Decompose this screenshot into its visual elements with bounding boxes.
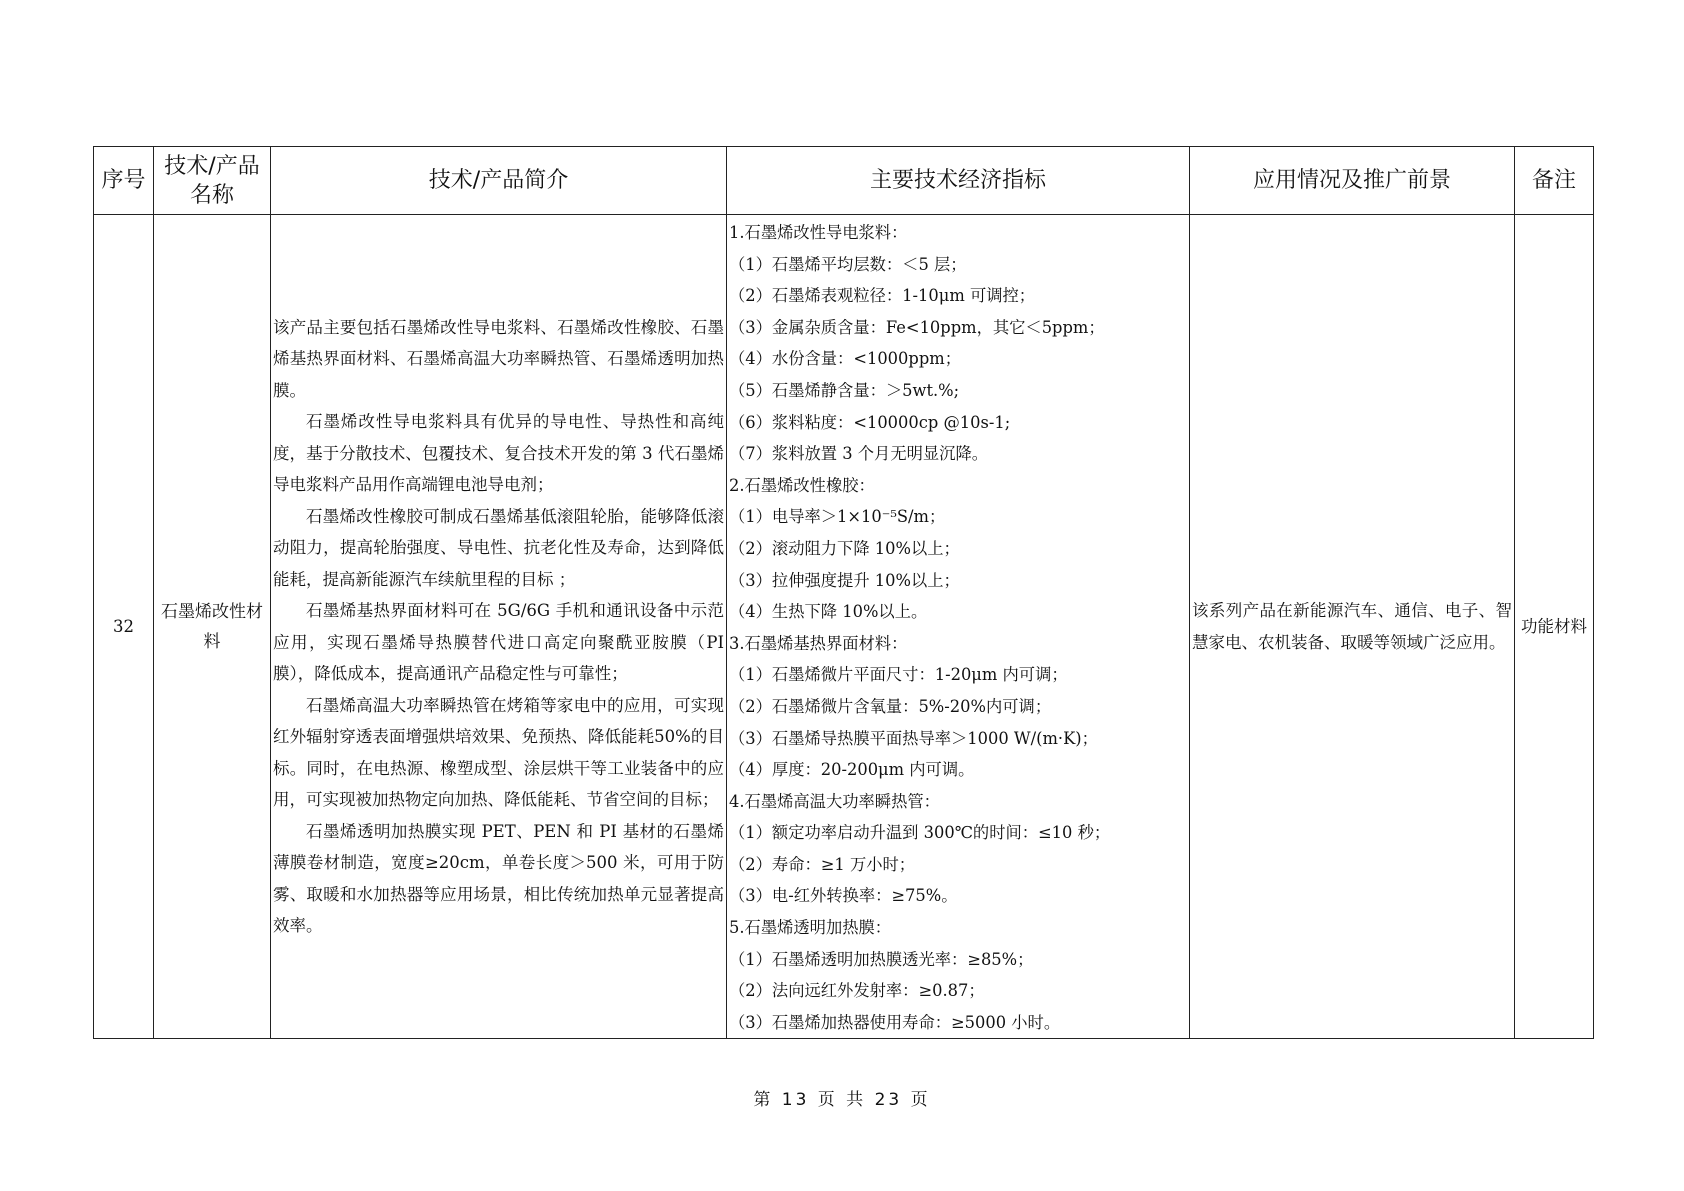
metric-line: （5）石墨烯静含量：＞5wt.%; [729,380,960,400]
metric-line: （3）金属杂质含量：Fe<10ppm，其它＜5ppm； [729,317,1105,337]
intro-paragraph: 该产品主要包括石墨烯改性导电浆料、石墨烯改性橡胶、石墨烯基热界面材料、石墨烯高温大功率瞬热管、石墨烯透明加热膜。 [273,317,724,400]
row-metrics [727,215,1189,1038]
metric-line: （4）生热下降 10%以上。 [729,602,928,622]
header-application: 应用情况及推广前景 [1190,147,1515,215]
row-application-cell [1190,215,1515,1039]
row-name-cell [154,215,271,1039]
metric-line: （1）石墨烯微片平面尺寸：1-20μm 内可调； [729,665,1068,685]
table-row [94,215,1594,1039]
metric-line: （2）石墨烯表观粒径：1-10μm 可调控； [729,286,1036,306]
metric-line: （2）滚动阻力下降 10%以上； [729,538,960,558]
header-metrics: 主要技术经济指标 [727,147,1190,215]
header-intro: 技术/产品简介 [271,147,727,215]
header-name-line2: 名称 [189,182,234,208]
metric-line: （1）额定功率启动升温到 300℃的时间：≤10 秒； [729,823,1111,843]
metric-line: （2）石墨烯微片含氧量：5%-20%内可调； [729,696,1052,716]
header-name [154,147,271,215]
metric-line: （2）寿命：≥1 万小时； [729,854,916,874]
metric-line: 4.石墨烯高温大功率瞬热管： [729,791,940,811]
header-no: 序号 [94,147,154,215]
metric-line: （4）厚度：20-200μm 内可调。 [729,760,975,780]
page-footer: 第 13 页 共 23 页 [753,1090,931,1110]
row-no: 32 [94,215,154,1039]
metric-line: （6）浆料粘度：<10000cp @10s-1; [729,412,1011,432]
document-table [93,146,1594,1039]
metric-line: （3）电-红外转换率：≥75%。 [729,886,958,906]
intro-paragraph: 石墨烯改性橡胶可制成石墨烯基低滚阻轮胎，能够降低滚动阻力，提高轮胎强度、导电性、抗老化性及寿命，达到降低能耗，提高新能源汽车续航里程的目标 ； [273,506,724,589]
intro-paragraph: 石墨烯高温大功率瞬热管在烤箱等家电中的应用，可实现红外辐射穿透表面增强烘培效果、免预热、降低能耗50%的目标。同时，在电热源、橡塑成型、涂层烘干等工业装备中的应用，可实现被加热物定向加热、降低能耗、节省空间的目标； [273,695,724,810]
intro-paragraph: 石墨烯透明加热膜实现 PET、PEN 和 PI 基材的石墨烯薄膜卷材制造，宽度≥20cm，单卷长度＞500 米，可用于防雾、取暖和水加热器等应用场景，相比传统加热单元显著提高效率。 [273,821,724,936]
row-intro [271,312,726,942]
header-note: 备注 [1515,147,1594,215]
metric-line: （4）水份含量：<1000ppm； [729,349,961,369]
metric-line: （7）浆料放置 3 个月无明显沉降。 [729,444,989,464]
row-intro-cell [271,215,727,1039]
row-name: 石墨烯改性材料 [161,601,263,652]
row-note-cell [1515,215,1594,1039]
header-name-line1: 技术/产品 [164,153,260,179]
metric-line: 5.石墨烯透明加热膜： [729,918,892,938]
metric-line: （1）石墨烯平均层数：＜5 层； [729,254,967,274]
row-metrics-cell [727,215,1190,1039]
metric-line: 2.石墨烯改性橡胶： [729,475,875,495]
row-application: 该系列产品在新能源汽车、通信、电子、智慧家电、农机装备、取暖等领域广泛应用。 [1192,601,1512,652]
table-header-row [94,147,1594,215]
intro-paragraph: 石墨烯改性导电浆料具有优异的导电性、导热性和高纯度，基于分散技术、包覆技术、复合技术开发的第 3 代石墨烯导电浆料产品用作高端锂电池导电剂； [273,412,724,495]
metric-line: （1）电导率＞1×10⁻⁵S/m； [729,507,946,527]
metric-line: （3）石墨烯加热器使用寿命：≥5000 小时。 [729,1012,1061,1032]
row-note: 功能材料 [1521,616,1587,636]
metric-line: （3）石墨烯导热膜平面热导率＞1000 W/(m·K)； [729,728,1098,748]
metric-line: 3.石墨烯基热界面材料： [729,633,908,653]
intro-paragraph: 石墨烯基热界面材料可在 5G/6G 手机和通讯设备中示范应用，实现石墨烯导热膜替代进口高定向聚酰亚胺膜（PI 膜），降低成本，提高通讯产品稳定性与可靠性； [273,601,724,684]
metric-line: 1.石墨烯改性导电浆料： [729,223,908,242]
metric-line: （3）拉伸强度提升 10%以上； [729,570,960,590]
metric-line: （1）石墨烯透明加热膜透光率：≥85%； [729,949,1034,969]
metric-line: （2）法向远红外发射率：≥0.87； [729,981,985,1001]
